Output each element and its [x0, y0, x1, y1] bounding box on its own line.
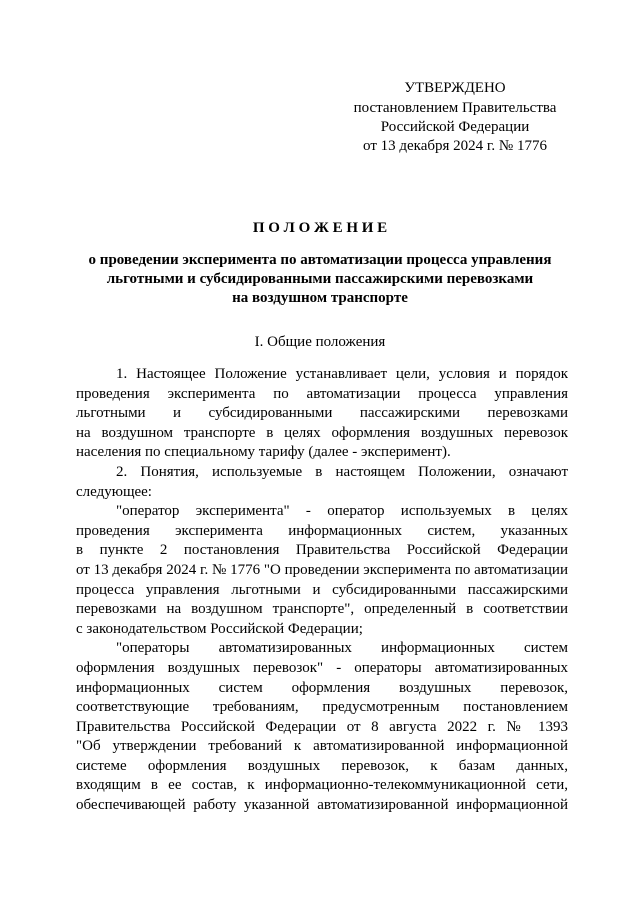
paragraph-line: 2. Понятия, используемые в настоящем Положении, означают	[116, 463, 568, 480]
section-heading: I. Общие положения	[254, 334, 386, 350]
paragraph-line: от 13 декабря 2024 г. № 1776 "О проведении эксперимента по автоматизации	[76, 561, 568, 578]
subtitle-line: на воздушном транспорте	[232, 290, 408, 306]
paragraph-line: системе оформления воздушных перевозок, к базам данных,	[76, 757, 568, 774]
paragraph-line: проведения эксперимента по автоматизации процесса управления	[76, 385, 568, 402]
paragraph-line: следующее:	[76, 483, 152, 500]
document-subtitle	[60, 251, 580, 308]
paragraph-line: соответствующие требованиям, предусмотренным постановлением	[76, 699, 568, 716]
paragraph	[76, 502, 568, 639]
subtitle-line: льготными и субсидированными пассажирскими перевозками	[106, 271, 534, 287]
paragraph-line: "оператор эксперимента" - оператор используемых в целях	[116, 503, 568, 520]
paragraph-line: обеспечивающей работу указанной автоматизированной информационной	[76, 797, 568, 814]
paragraph-line: оформления воздушных перевозок" - операторы автоматизированных	[76, 659, 568, 676]
paragraph	[76, 639, 568, 815]
paragraph-line: информационных систем оформления воздушных перевозок,	[76, 679, 568, 696]
document-body	[76, 365, 568, 816]
paragraph-line: в пункте 2 постановления Правительства Российской Федерации	[76, 542, 568, 559]
approval-line: от 13 декабря 2024 г. № 1776	[363, 138, 547, 154]
paragraph	[76, 365, 568, 463]
document-title: П О Л О Ж Е Н И Е	[252, 220, 388, 236]
paragraph-line: населения по специальному тарифу (далее - эксперимент).	[76, 444, 451, 461]
paragraph-line: перевозками на воздушном транспорте", определенный в соответствии	[76, 601, 568, 618]
approval-line: постановлением Правительства	[353, 100, 557, 116]
paragraph-line: с законодательством Российской Федерации;	[76, 620, 363, 637]
approval-stamp: УТВЕРЖДЕНО	[404, 80, 506, 96]
paragraph-line: "операторы автоматизированных информационных систем	[116, 640, 568, 657]
paragraph-line: Правительства Российской Федерации от 8 августа 2022 г. № 1393	[76, 718, 568, 735]
paragraph-line: на воздушном транспорте в целях оформления воздушных перевозок	[76, 424, 568, 441]
paragraph-line: "Об утверждении требований к автоматизированной информационной	[76, 738, 568, 755]
paragraph-line: 1. Настоящее Положение устанавливает цели, условия и порядок	[116, 366, 568, 382]
paragraph-line: входящим в ее состав, к информационно-телекоммуникационной сети,	[76, 777, 568, 794]
subtitle-line: о проведении эксперимента по автоматизации процесса управления	[88, 252, 552, 268]
approval-block	[330, 79, 580, 156]
paragraph-line: льготными и субсидированными пассажирскими перевозками	[76, 405, 568, 422]
paragraph-line: проведения эксперимента информационных систем, указанных	[76, 522, 568, 539]
paragraph-line: процесса управления льготными и субсидированными пассажирскими	[76, 581, 568, 598]
approval-line: Российской Федерации	[380, 119, 530, 135]
paragraph	[76, 463, 568, 502]
